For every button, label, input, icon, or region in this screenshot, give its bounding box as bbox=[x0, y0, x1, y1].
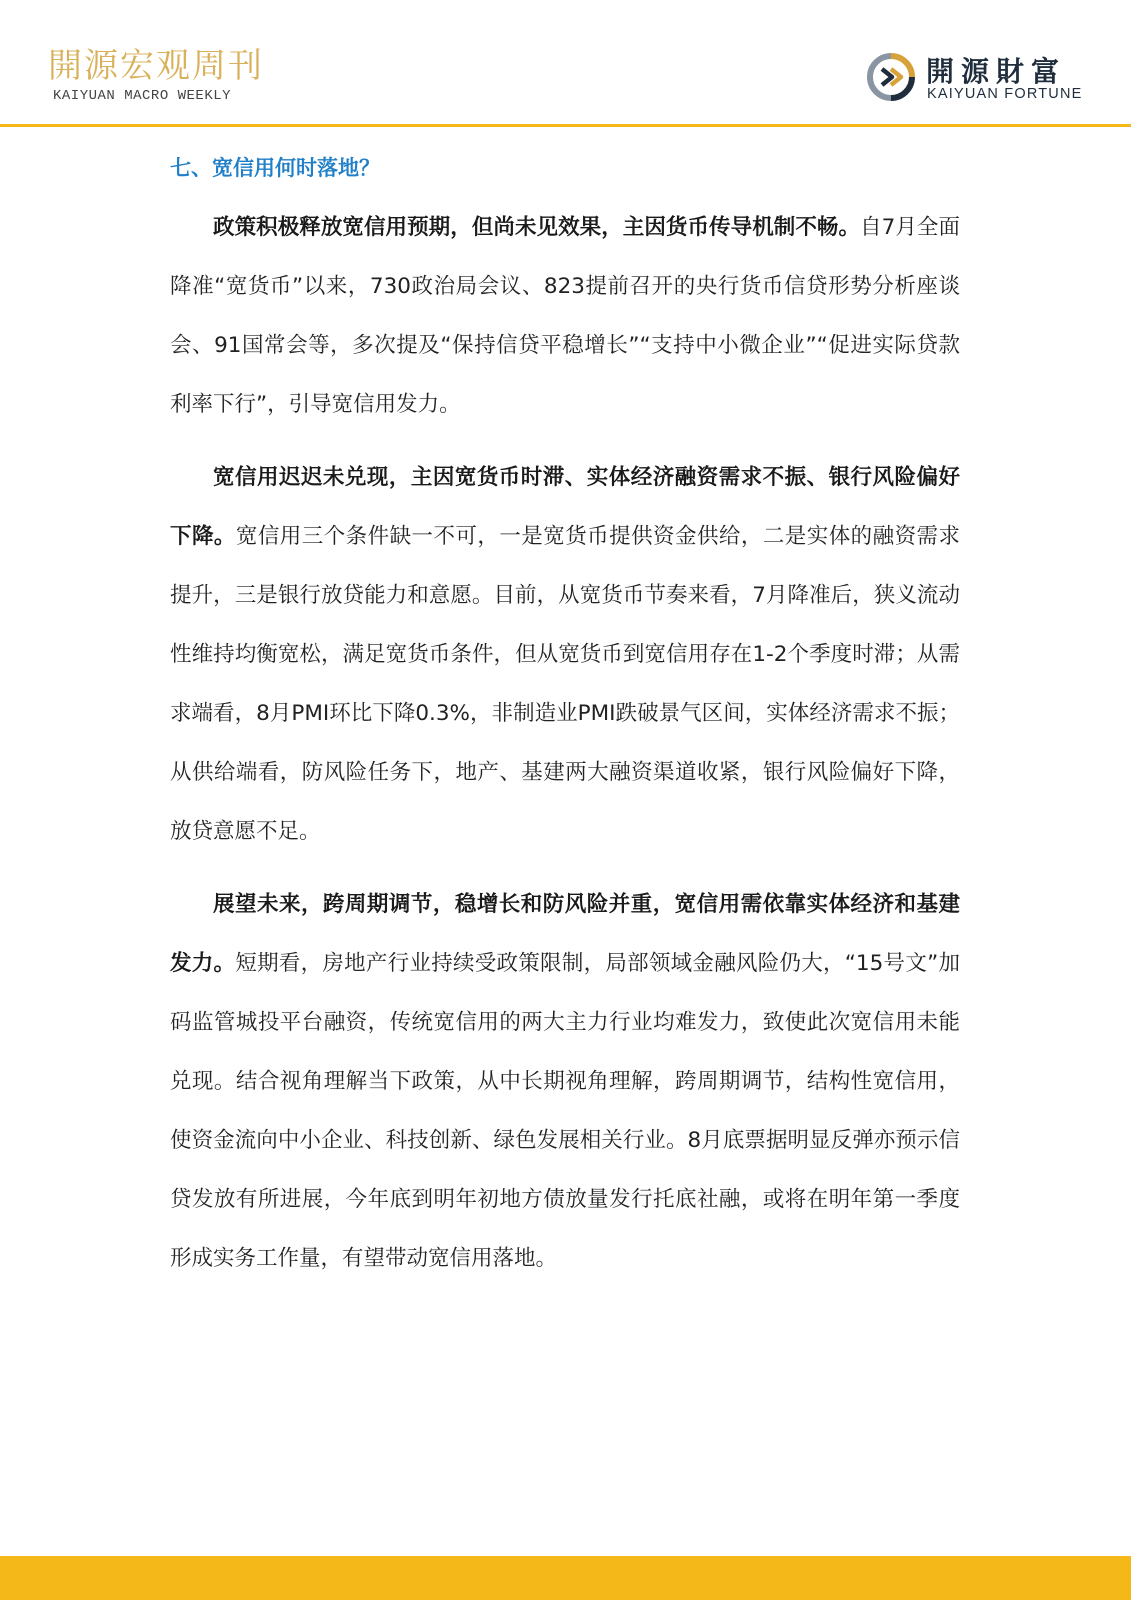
paragraph-lead: 宽信用迟迟未兑现，主因宽货币时滞、实体经济融资需求不振、银行风险偏好下降。 bbox=[170, 465, 960, 549]
page-header bbox=[0, 0, 1131, 128]
header-divider bbox=[0, 124, 1131, 127]
paragraph bbox=[170, 448, 960, 861]
brand-title-cn: 開源宏观周刊 bbox=[48, 46, 264, 86]
paragraph-body: 自7月全面降准“宽货币”以来，730政治局会议、823提前召开的央行货币信贷形势分析座谈会、91国常会等，多次提及“保持信贷平稳增长”“支持中小微企业”“促进实际贷款利率下行”，引导宽信用发力。 bbox=[170, 215, 960, 417]
paragraph bbox=[170, 875, 960, 1288]
company-logo bbox=[866, 52, 1083, 108]
paragraph-lead: 展望未来，跨周期调节，稳增长和防风险并重，宽信用需依靠实体经济和基建发力。 bbox=[170, 892, 960, 976]
kaiyuan-logo-icon bbox=[866, 52, 916, 102]
logo-text-cn: 開源財富 bbox=[926, 55, 1067, 88]
paragraph-body: 宽信用三个条件缺一不可，一是宽货币提供资金供给，二是实体的融资需求提升，三是银行放贷能力和意愿。目前，从宽货币节奏来看，7月降准后，狭义流动性维持均衡宽松，满足宽货币条件，但从宽货币到宽信用存在1-2个季度时滞；从需求端看，8月PMI环比下降0.3%，非制造业PMI跌破景气区间，实体经济需求不振；从供给端看，防风险任务下，地产、基建两大融资渠道收紧，银行风险偏好下降，放贷意愿不足。 bbox=[170, 524, 960, 844]
paragraph-lead: 政策积极释放宽信用预期，但尚未见效果，主因货币传导机制不畅。 bbox=[213, 215, 861, 240]
footer-bar bbox=[0, 1556, 1131, 1600]
brand-title-en: KAIYUAN MACRO WEEKLY bbox=[53, 88, 232, 104]
report-body bbox=[170, 150, 960, 1288]
section-title: 七、宽信用何时落地？ bbox=[170, 156, 380, 180]
logo-text-en: KAIYUAN FORTUNE bbox=[927, 86, 1083, 102]
paragraph-body: 短期看，房地产行业持续受政策限制，局部领域金融风险仍大，“15号文”加码监管城投平台融资，传统宽信用的两大主力行业均难发力，致使此次宽信用未能兑现。结合视角理解当下政策，从中长期视角理解，跨周期调节，结构性宽信用，使资金流向中小企业、科技创新、绿色发展相关行业。8月底票据明显反弹亦预示信贷发放有所进展，今年底到明年初地方债放量发行托底社融，或将在明年第一季度形成实务工作量，有望带动宽信用落地。 bbox=[170, 951, 960, 1271]
paragraph bbox=[170, 198, 960, 434]
